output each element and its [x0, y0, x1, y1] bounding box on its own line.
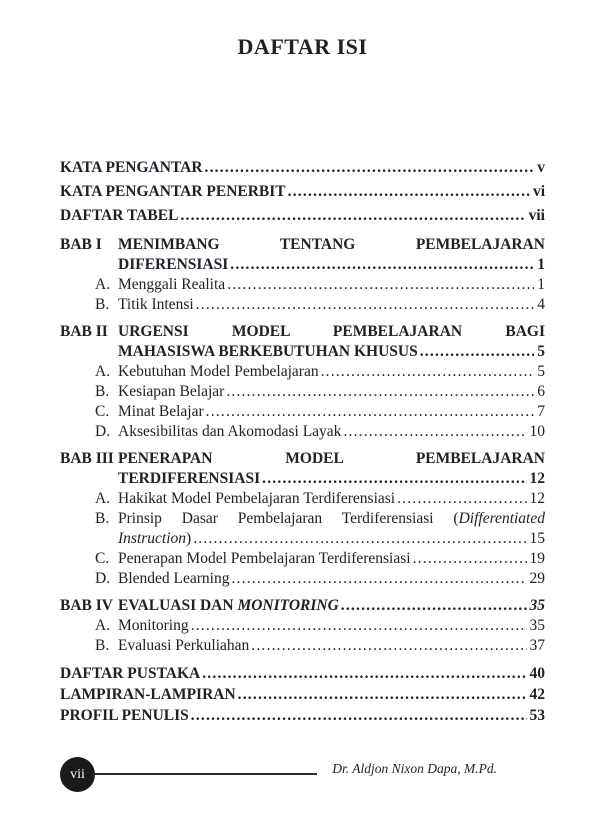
item-label: Titik Intensi: [118, 296, 194, 313]
toc-chapter-bab-2: [60, 322, 545, 442]
toc-chapter-bab-1: [60, 235, 545, 315]
toc-item: [95, 549, 545, 569]
folio-page-number-badge: vii: [60, 757, 95, 792]
entry-page-number: 42: [529, 686, 545, 703]
table-of-contents: [60, 156, 545, 726]
item-letter: B.: [95, 637, 110, 654]
chapter-heading: [60, 235, 545, 275]
item-label: Monitoring: [118, 617, 189, 634]
dot-leader: [319, 362, 535, 382]
dot-leader: [236, 684, 527, 705]
dot-leader: [229, 569, 526, 589]
toc-item: [95, 616, 545, 636]
dot-leader: [341, 422, 526, 442]
entry-page-number: 53: [529, 707, 545, 724]
chapter-page-number: 35: [529, 597, 545, 614]
toc-item: [95, 489, 545, 509]
item-page-number: 12: [529, 490, 545, 507]
item-letter: C.: [95, 550, 110, 567]
item-label-line2: [118, 529, 191, 549]
item-page-number: 19: [529, 550, 545, 567]
chapter-title-line1: PENERAPAN MODEL PEMBELAJARAN: [118, 450, 545, 467]
item-letter: B.: [95, 510, 110, 527]
entry-label: PROFIL PENULIS: [60, 707, 189, 724]
item-label: Kebutuhan Model Pembelajaran: [118, 363, 319, 380]
chapter-number: BAB II: [60, 323, 108, 340]
toc-item: [95, 422, 545, 442]
dot-leader: [178, 204, 525, 228]
item-letter: A.: [95, 490, 111, 507]
toc-entry-daftar-tabel: [60, 204, 545, 228]
toc-entry-kata-pengantar: [60, 156, 545, 180]
toc-item: [95, 295, 545, 315]
toc-chapter-bab-4: [60, 596, 545, 656]
item-label-line1: [118, 509, 545, 529]
chapter-heading: [60, 449, 545, 489]
item-label: Penerapan Model Pembelajaran Terdiferensiasi: [118, 550, 411, 567]
chapter-number: BAB IV: [60, 597, 113, 614]
chapter-number: BAB I: [60, 236, 102, 253]
item-letter: A.: [95, 617, 111, 634]
dot-leader: [339, 596, 527, 616]
item-page-number: 10: [529, 423, 545, 440]
dot-leader: [194, 295, 535, 315]
entry-label: KATA PENGANTAR: [60, 159, 203, 176]
chapter-heading: [60, 322, 545, 362]
dot-leader: [260, 469, 526, 489]
entry-page-number: 40: [529, 665, 545, 682]
chapter-title-line1: MENIMBANG TENTANG PEMBELAJARAN: [118, 236, 545, 253]
toc-item: [95, 569, 545, 589]
item-label-roman: ): [186, 530, 192, 547]
toc-item: [95, 362, 545, 382]
author-credit: Dr. Aldjon Nixon Dapa, M.Pd.: [332, 761, 497, 776]
chapter-heading: [60, 596, 545, 616]
toc-chapter-bab-3: [60, 449, 545, 589]
chapter-title-line2: DIFERENSIASI: [118, 256, 229, 273]
item-letter: A.: [95, 276, 111, 293]
item-label-italic: Differentiated: [458, 510, 545, 527]
item-label: Minat Belajar: [118, 403, 204, 420]
item-letter: C.: [95, 403, 110, 420]
item-page-number: 5: [537, 363, 545, 380]
item-page-number: 29: [529, 570, 545, 587]
page-title: DAFTAR ISI: [237, 34, 368, 59]
item-page-number: 37: [529, 637, 545, 654]
toc-entry-daftar-pustaka: [60, 663, 545, 684]
item-label: Aksesibilitas dan Akomodasi Layak: [118, 423, 342, 440]
item-page-number: 6: [537, 383, 545, 400]
toc-item: [95, 402, 545, 422]
dot-leader: [286, 180, 530, 204]
item-letter: A.: [95, 363, 111, 380]
toc-item: [95, 636, 545, 656]
item-letter: B.: [95, 383, 110, 400]
entry-label: KATA PENGANTAR PENERBIT: [60, 183, 286, 200]
chapter-page-number: 12: [529, 470, 545, 487]
dot-leader: [418, 342, 535, 362]
chapter-title-line2: TERDIFERENSIASI: [118, 470, 261, 487]
chapter-page-number: 5: [537, 343, 545, 360]
dot-leader: [224, 382, 534, 402]
entry-label: DAFTAR PUSTAKA: [60, 665, 201, 682]
item-label-roman: Prinsip Dasar Pembelajaran Terdiferensiasi (: [118, 510, 459, 527]
toc-entry-profil-penulis: [60, 705, 545, 726]
item-page-number: 1: [537, 276, 545, 293]
entry-page-number: vii: [528, 207, 545, 224]
item-page-number: 15: [529, 530, 545, 547]
chapter-title: [118, 596, 339, 616]
toc-item-two-line: [95, 509, 545, 549]
item-page-number: 4: [537, 296, 545, 313]
dot-leader: [191, 529, 526, 549]
dot-leader: [200, 663, 526, 684]
item-label: Kesiapan Belajar: [118, 383, 225, 400]
item-label: Hakikat Model Pembelajaran Terdiferensiasi: [118, 490, 396, 507]
chapter-title-roman: EVALUASI DAN: [118, 597, 238, 614]
item-page-number: 7: [537, 403, 545, 420]
chapter-number: BAB III: [60, 450, 114, 467]
item-label-italic: Instruction: [118, 530, 187, 547]
dot-leader: [411, 549, 527, 569]
item-label: Menggali Realita: [118, 276, 226, 293]
item-letter: D.: [95, 423, 111, 440]
entry-label: DAFTAR TABEL: [60, 207, 179, 224]
chapter-title-line2: MAHASISWA BERKEBUTUHAN KHUSUS: [118, 343, 418, 360]
dot-leader: [189, 705, 527, 726]
dot-leader: [225, 275, 534, 295]
toc-item: [95, 382, 545, 402]
front-matter-section: [60, 156, 545, 228]
dot-leader: [249, 636, 526, 656]
dot-leader: [395, 489, 526, 509]
dot-leader: [228, 255, 534, 275]
entry-page-number: v: [537, 159, 545, 176]
item-letter: D.: [95, 570, 111, 587]
chapter-title-italic: MONITORING: [237, 597, 339, 614]
entry-label: LAMPIRAN-LAMPIRAN: [60, 686, 236, 703]
item-label: Blended Learning: [118, 570, 230, 587]
page-footer: [0, 757, 604, 793]
entry-page-number: vi: [532, 183, 545, 200]
dot-leader: [189, 616, 527, 636]
footer-divider-line: [93, 773, 317, 775]
chapter-page-number: 1: [537, 256, 545, 273]
toc-entry-lampiran: [60, 684, 545, 705]
toc-item: [95, 275, 545, 295]
dot-leader: [204, 402, 535, 422]
item-label: Evaluasi Perkuliahan: [118, 637, 250, 654]
dot-leader: [203, 156, 535, 180]
back-matter-section: [60, 663, 545, 726]
item-letter: B.: [95, 296, 110, 313]
item-page-number: 35: [529, 617, 545, 634]
toc-entry-kata-pengantar-penerbit: [60, 180, 545, 204]
chapter-title-line1: URGENSI MODEL PEMBELAJARAN BAGI: [118, 323, 545, 340]
